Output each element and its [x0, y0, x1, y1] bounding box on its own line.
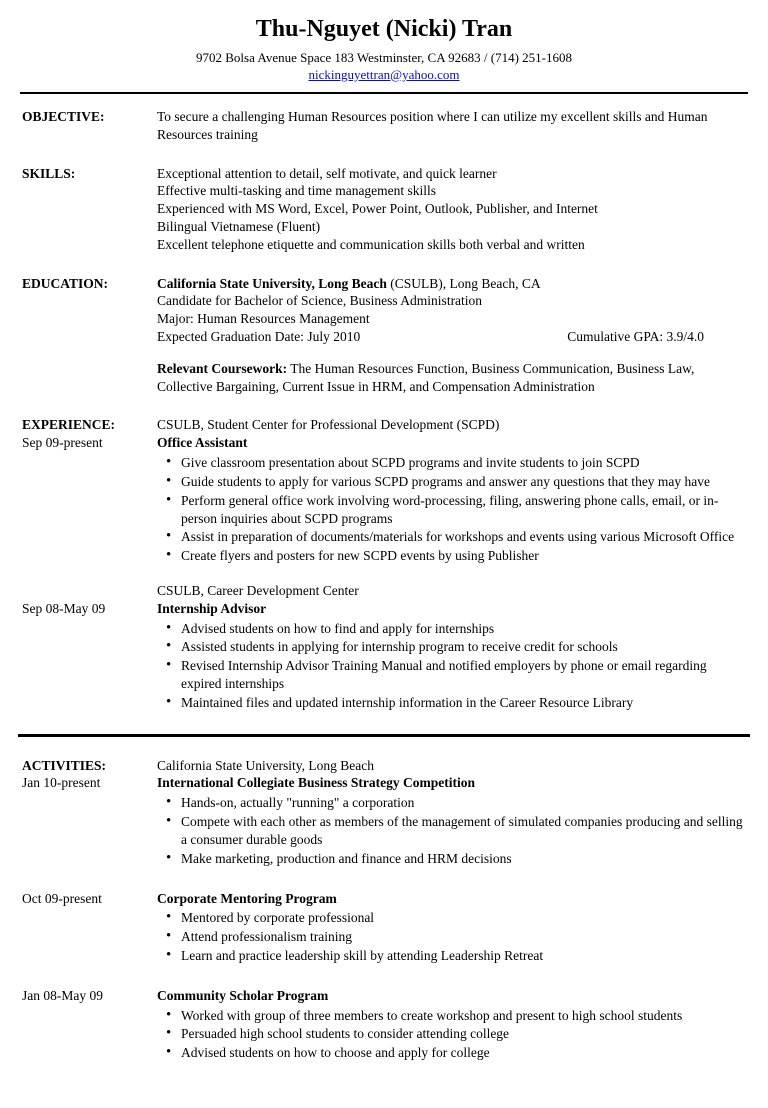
job-date: Sep 08-May 09	[22, 600, 106, 616]
bullet-item: • Assist in preparation of documents/materials for workshops and events using various Microsoft Office	[157, 528, 744, 546]
activity-title: Community Scholar Program	[157, 987, 329, 1003]
header-divider	[20, 92, 748, 94]
skills-left-column	[22, 165, 157, 254]
objective-section	[0, 108, 768, 144]
degree-line: Candidate for Bachelor of Science, Business Administration	[157, 293, 483, 309]
bullet-item: • Assisted students in applying for internship program to receive credit for schools	[157, 638, 744, 656]
email-link[interactable]: nickinguyettran@yahoo.com	[308, 66, 460, 82]
objective-text: To secure a challenging Human Resources position where I can utilize my excellent skills and Human Resources training	[157, 108, 708, 142]
school-name: California State University, Long Beach	[157, 275, 387, 291]
skills-section	[0, 165, 768, 254]
bullet-item: • Maintained files and updated internship information in the Career Resource Library	[157, 694, 744, 712]
job-bullets	[157, 454, 744, 565]
activities-left-column	[22, 757, 157, 869]
job-org: CSULB, Student Center for Professional Development (SCPD)	[157, 417, 500, 433]
job-content	[157, 416, 744, 566]
graduation-row	[157, 328, 744, 346]
coursework-line	[157, 360, 744, 396]
activity-content	[157, 987, 744, 1063]
job-title: Internship Advisor	[157, 600, 267, 616]
activity-date: Jan 10-present	[22, 775, 101, 791]
bullet-item: • Advised students on how to choose and apply for college	[157, 1044, 744, 1062]
bullet-item: • Attend professionalism training	[157, 928, 744, 946]
job-title: Office Assistant	[157, 435, 248, 451]
bullet-item: • Hands-on, actually "running" a corporation	[157, 794, 744, 812]
activities-section-item-1	[0, 757, 768, 869]
activity-bullets	[157, 794, 744, 867]
skill-line: Exceptional attention to detail, self motivate, and quick learner	[157, 165, 497, 181]
resume-header	[0, 16, 768, 83]
address-line: 9702 Bolsa Avenue Space 183 Westminster, CA 92683 / (714) 251-1608	[196, 49, 572, 65]
activities-section-item-3	[0, 987, 768, 1063]
job-date: Sep 09-present	[22, 435, 103, 451]
objective-label: OBJECTIVE:	[22, 108, 105, 124]
bullet-item: • Mentored by corporate professional	[157, 909, 744, 927]
skill-line: Effective multi-tasking and time management skills	[157, 183, 437, 199]
skill-line: Bilingual Vietnamese (Fluent)	[157, 218, 321, 234]
activities-section-item-2	[0, 890, 768, 966]
activity-title: International Collegiate Business Strategy Competition	[157, 775, 475, 791]
bullet-item: • Make marketing, production and finance and HRM decisions	[157, 850, 744, 868]
school-line	[157, 275, 744, 293]
school-location: (CSULB), Long Beach, CA	[386, 275, 541, 291]
experience-label: EXPERIENCE:	[22, 417, 116, 433]
bullet-item: • Revised Internship Advisor Training Manual and notified employers by phone or email regarding expired internships	[157, 657, 744, 693]
email-line	[0, 66, 768, 83]
person-name: Thu-Nguyet (Nicki) Tran	[255, 16, 513, 42]
activity-content	[157, 890, 744, 966]
experience-left-column	[22, 582, 157, 713]
bullet-item: • Give classroom presentation about SCPD programs and invite students to join SCPD	[157, 454, 744, 472]
activities-label: ACTIVITIES:	[22, 757, 107, 773]
experience-left-column	[22, 416, 157, 566]
bullet-item: • Learn and practice leadership skill by attending Leadership Retreat	[157, 947, 744, 965]
skill-line: Excellent telephone etiquette and communication skills both verbal and written	[157, 236, 585, 252]
activity-title: Corporate Mentoring Program	[157, 890, 337, 906]
bullet-item: • Perform general office work involving word-processing, filing, answering phone calls, email, or in-person inquiries about SCPD programs	[157, 492, 744, 528]
activities-left-column	[22, 890, 157, 966]
activities-left-column	[22, 987, 157, 1063]
bullet-item: • Compete with each other as members of the management of simulated companies producing and selling a consumer durable goods	[157, 813, 744, 849]
section-divider	[18, 734, 750, 737]
major-line: Major: Human Resources Management	[157, 311, 370, 327]
activity-bullets	[157, 909, 744, 964]
education-label: EDUCATION:	[22, 275, 109, 291]
job-bullets	[157, 620, 744, 712]
job-org: CSULB, Career Development Center	[157, 582, 359, 598]
activity-date: Oct 09-present	[22, 890, 102, 906]
education-content	[157, 275, 744, 396]
skill-line: Experienced with MS Word, Excel, Power Point, Outlook, Publisher, and Internet	[157, 201, 598, 217]
activity-date: Jan 08-May 09	[22, 987, 103, 1003]
bullet-item: • Create flyers and posters for new SCPD events by using Publisher	[157, 547, 744, 565]
activity-bullets	[157, 1007, 744, 1062]
bullet-item: • Worked with group of three members to create workshop and present to high school students	[157, 1007, 744, 1025]
education-section	[0, 275, 768, 396]
experience-section-job-2	[0, 582, 768, 713]
coursework-label: Relevant Coursework:	[157, 360, 288, 376]
skills-label: SKILLS:	[22, 165, 76, 181]
job-content	[157, 582, 744, 713]
bullet-item: • Advised students on how to find and apply for internships	[157, 620, 744, 638]
bullet-item: • Guide students to apply for various SCPD programs and answer any questions that they may have	[157, 473, 744, 491]
education-left-column	[22, 275, 157, 396]
activity-org: California State University, Long Beach	[157, 757, 374, 773]
experience-section-job-1	[0, 416, 768, 566]
bullet-item: • Persuaded high school students to consider attending college	[157, 1025, 744, 1043]
coursework-text: The Human Resources Function, Business Communication, Business Law, Collective Bargaining, Current Issue in HRM, and Compensation Administration	[157, 360, 695, 394]
gpa: Cumulative GPA: 3.9/4.0	[567, 329, 704, 345]
objective-left-column	[22, 108, 157, 144]
skills-list	[157, 165, 744, 254]
activity-content	[157, 757, 744, 869]
graduation-date: Expected Graduation Date: July 2010	[157, 329, 361, 345]
